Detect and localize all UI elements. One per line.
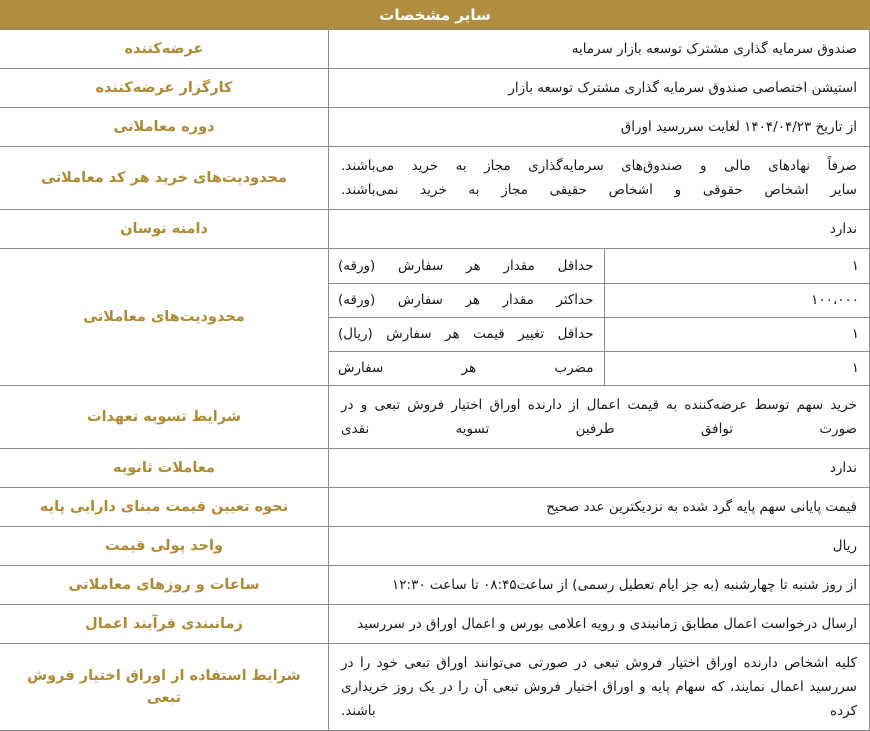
purchase-limit-line-2: سایر اشخاص حقوقی و اشخاص حقیقی مجاز به خرید نمی‌باشند. — [341, 182, 857, 199]
table-row — [0, 488, 870, 527]
sub-label-order-multiple: مضرب هر سفارش — [328, 351, 604, 385]
sub-value-max-order-qty: ۱۰۰،۰۰۰ — [604, 283, 869, 317]
subtable-row — [328, 283, 869, 317]
sub-label-min-order-qty: حداقل مقدار هر سفارش (ورقه) — [328, 249, 604, 283]
panel-title: سایر مشخصات — [379, 5, 491, 24]
row-label-exercise-schedule: زمانبندی فرآیند اعمال — [0, 605, 329, 644]
row-label-issuer-broker: کارگزار عرضه‌کننده — [0, 69, 329, 108]
table-row — [0, 605, 870, 644]
row-label-issuer: عرضه‌کننده — [0, 30, 329, 69]
specifications-table — [0, 29, 870, 731]
row-label-trading-hours-days: ساعات و روزهای معاملاتی — [0, 566, 329, 605]
row-value-put-option-usage-terms: کلیه اشخاص دارنده اوراق اختیار فروش تبعی در صورتی می‌توانند اوراق تبعی خود را در سررسید اعمال نمایند، که سهام پایه و اوراق اختیار فروش تبعی آن را در یک روز خریداری کرده باشند. — [329, 644, 870, 731]
row-value-purchase-limits-per-code — [329, 147, 870, 210]
row-label-trading-period: دوره معاملاتی — [0, 108, 329, 147]
table-row — [0, 449, 870, 488]
row-value-issuer-broker: استیشن اختصاصی صندوق سرمایه گذاری مشترک توسعه بازار — [329, 69, 870, 108]
table-row — [0, 249, 870, 386]
table-row — [0, 386, 870, 449]
panel-title-bar — [0, 0, 870, 29]
row-label-trading-limits: محدودیت‌های معاملاتی — [0, 249, 329, 386]
row-value-trading-hours-days: از روز شنبه تا چهارشنبه (به جز ایام تعطیل رسمی) از ساعت۰۸:۴۵ تا ساعت ۱۲:۳۰ — [329, 566, 870, 605]
row-value-price-fluctuation-range: ندارد — [329, 210, 870, 249]
sub-value-min-order-qty: ۱ — [604, 249, 869, 283]
sub-value-order-multiple: ۱ — [604, 351, 869, 385]
row-value-issuer: صندوق سرمایه گذاری مشترک توسعه بازار سرمایه — [329, 30, 870, 69]
table-row — [0, 147, 870, 210]
row-label-secondary-trading: معاملات ثانویه — [0, 449, 329, 488]
subtable-row — [328, 249, 869, 283]
table-row — [0, 108, 870, 147]
table-row — [0, 30, 870, 69]
row-label-price-currency: واحد پولی قیمت — [0, 527, 329, 566]
subtable-row — [328, 351, 869, 385]
row-value-underlying-price-method: قیمت پایانی سهم پایه گرد شده به نزدیکترین عدد صحیح — [329, 488, 870, 527]
row-label-put-option-usage-terms: شرایط استفاده از اوراق اختیار فروش تبعی — [0, 644, 329, 731]
sub-label-min-price-tick: حداقل تغییر قیمت هر سفارش (ریال) — [328, 317, 604, 351]
row-label-settlement-terms: شرایط تسویه تعهدات — [0, 386, 329, 449]
row-label-underlying-price-method: نحوه تعیین قیمت مبنای دارایی پایه — [0, 488, 329, 527]
table-row — [0, 644, 870, 731]
row-value-price-currency: ریال — [329, 527, 870, 566]
sub-label-max-order-qty: حداکثر مقدار هر سفارش (ورقه) — [328, 283, 604, 317]
purchase-limit-line-1: صرفاً نهادهای مالی و صندوق‌های سرمایه‌گذاری مجاز به خرید می‌باشند. — [341, 158, 857, 175]
row-value-trading-limits — [329, 249, 870, 386]
row-value-exercise-schedule: ارسال درخواست اعمال مطابق زمانبندی و رویه اعلامی بورس و اعمال اوراق در سررسید — [329, 605, 870, 644]
table-row — [0, 69, 870, 108]
row-label-purchase-limits-per-code: محدودیت‌های خرید هر کد معاملاتی — [0, 147, 329, 210]
table-row — [0, 210, 870, 249]
row-value-settlement-terms: خرید سهم توسط عرضه‌کننده به قیمت اعمال از دارنده اوراق اختیار فروش تبعی و در صورت توافق طرفین تسویه نقدی — [329, 386, 870, 449]
table-row — [0, 566, 870, 605]
row-label-price-fluctuation-range: دامنه نوسان — [0, 210, 329, 249]
subtable-row — [328, 317, 869, 351]
table-row — [0, 527, 870, 566]
sub-value-min-price-tick: ۱ — [604, 317, 869, 351]
row-value-trading-period: از تاریخ ۱۴۰۴/۰۴/۲۳ لغایت سررسید اوراق — [329, 108, 870, 147]
trading-limits-subtable — [328, 249, 869, 385]
row-value-secondary-trading: ندارد — [329, 449, 870, 488]
